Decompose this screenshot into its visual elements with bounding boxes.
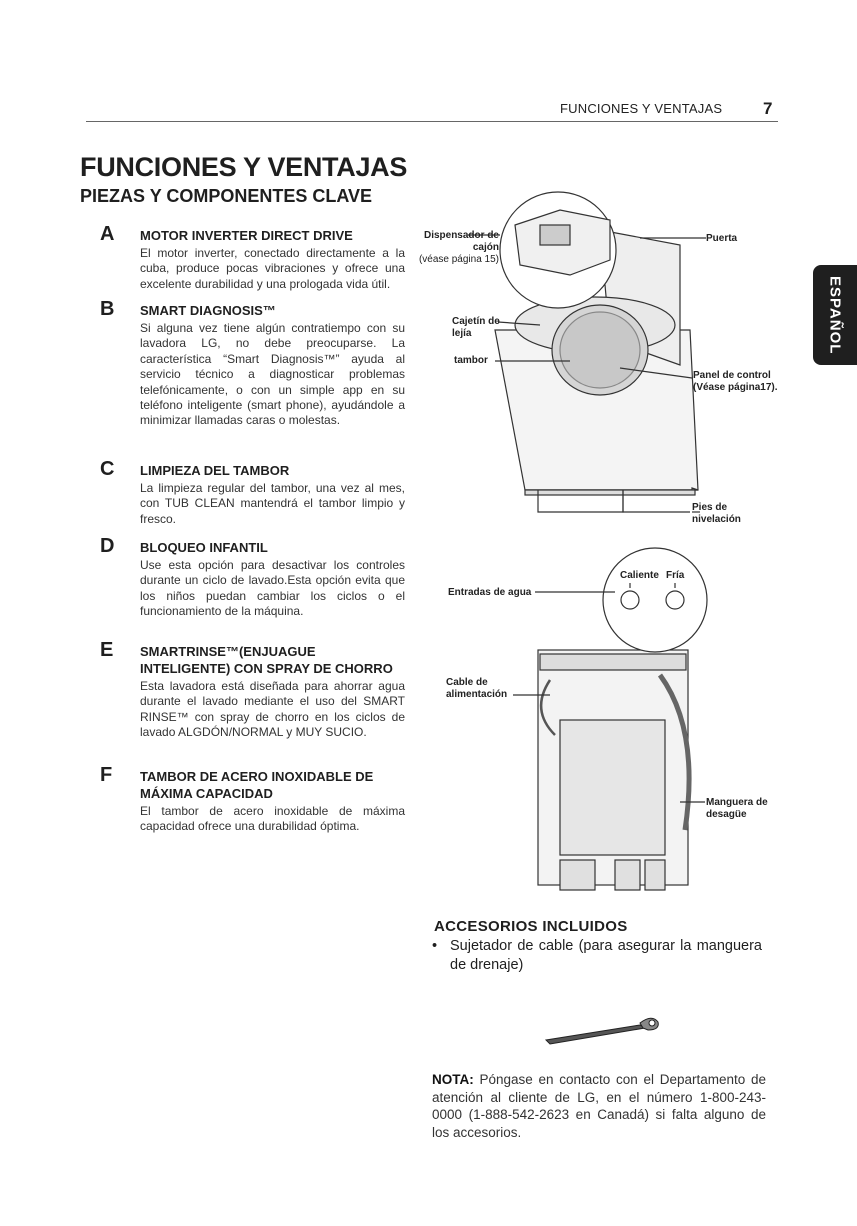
feature-letter: E (100, 639, 114, 661)
feature-letter: B (100, 298, 115, 320)
label-bleach: Cajetín de lejía (452, 316, 500, 339)
feature-title: TAMBOR DE ACERO INOXIDABLE DE MÁXIMA CAPACIDAD (140, 769, 374, 801)
page-title: FUNCIONES Y VENTAJAS (80, 152, 408, 182)
feature-title: MOTOR INVERTER DIRECT DRIVE (140, 228, 353, 243)
feature-description: Esta lavadora está diseñada para ahorrar agua durante el lavado mediante el uso del SMART RINSE™ con spray de chorro en los ciclos de lavado ALGDÓN/NORMAL y MUY SUCIO. (140, 679, 405, 740)
accessory-item (432, 937, 762, 975)
feature-title: SMART DIAGNOSIS™ (140, 303, 276, 318)
label-power-cord: Cable de alimentación (446, 677, 508, 700)
page-number: 7 (763, 99, 773, 118)
label-hot: Caliente (620, 570, 659, 581)
feature-letter: A (100, 223, 115, 245)
feature-title: LIMPIEZA DEL TAMBOR (140, 463, 290, 478)
feature-e (100, 639, 405, 741)
language-tab-label: ESPAÑOL (826, 275, 844, 355)
label-cold: Fría (666, 570, 685, 581)
label-water-inlets: Entradas de agua (448, 587, 532, 598)
header-divider (86, 121, 778, 122)
label-drain-hose: Manguera de desagüe (706, 797, 768, 820)
cable-tie-icon (540, 1010, 670, 1050)
label-leveling-feet: Pies de nivelación (692, 502, 741, 525)
label-control-panel-ref: (Véase página17). (693, 382, 778, 393)
label-dispenser (417, 230, 499, 266)
accessories-title: ACCESORIOS INCLUIDOS (434, 918, 628, 935)
bullet-icon: • (432, 938, 438, 954)
feature-description: El motor inverter, conectado directamente a la cuba, produce pocas vibraciones y ofrece una excelente durabilidad y una prologada vida útil. (140, 246, 405, 291)
note-text: Póngase en contacto con el Departamento de atención al cliente de LG, en el número 1-800-243-0000 (1-888-542-2623 en Canadá) si falta alguno de los accesorios. (432, 1072, 766, 1140)
language-tab (813, 265, 857, 365)
feature-b (100, 298, 405, 429)
feature-letter: F (100, 764, 113, 786)
feature-letter: D (100, 535, 115, 557)
note-paragraph (432, 1071, 766, 1141)
feature-d (100, 535, 405, 620)
accessory-item-text: Sujetador de cable (para asegurar la manguera de drenaje) (450, 938, 762, 973)
label-drum: tambor (454, 355, 488, 366)
section-subtitle: PIEZAS Y COMPONENTES CLAVE (80, 186, 373, 206)
label-dispenser-text: Dispensador de cajón (423, 230, 499, 253)
label-dispenser-ref: (véase página 15) (418, 254, 499, 265)
feature-title: SMARTRINSE™(ENJUAGUE INTELIGENTE) CON SPRAY DE CHORRO (140, 644, 393, 676)
feature-f (100, 764, 405, 835)
label-control-panel-text: Panel de control (693, 370, 771, 381)
feature-a (100, 223, 405, 292)
feature-c (100, 458, 405, 527)
feature-description: La limpieza regular del tambor, una vez al mes, con TUB CLEAN mantendrá el tambor limpio y fresco. (140, 481, 405, 526)
note-label: NOTA: (432, 1072, 474, 1087)
feature-description: Use esta opción para desactivar los controles durante un ciclo de lavado.Esta opción evita que los niños puedan cambiar los ciclos o el funcionamiento de la máquina. (140, 558, 405, 619)
feature-title: BLOQUEO INFANTIL (140, 540, 268, 555)
label-control-panel (693, 370, 793, 394)
label-door: Puerta (706, 233, 738, 244)
feature-description: Si alguna vez tiene algún contratiempo con su lavadora LG, no debe preocuparse. La característica “Smart Diagnosis™” ayuda al servicio técnico a diagnosticar problemas telefónicamente, o con un simple app en su teléfono inteligente (smart phone), ayudándole a minimizar llamadas caras o molestas. (140, 321, 405, 428)
feature-letter: C (100, 458, 115, 480)
feature-description: El tambor de acero inoxidable de máxima capacidad ofrece una durabilidad óptima. (140, 804, 405, 834)
header-section-title: FUNCIONES Y VENTAJAS (560, 101, 723, 116)
